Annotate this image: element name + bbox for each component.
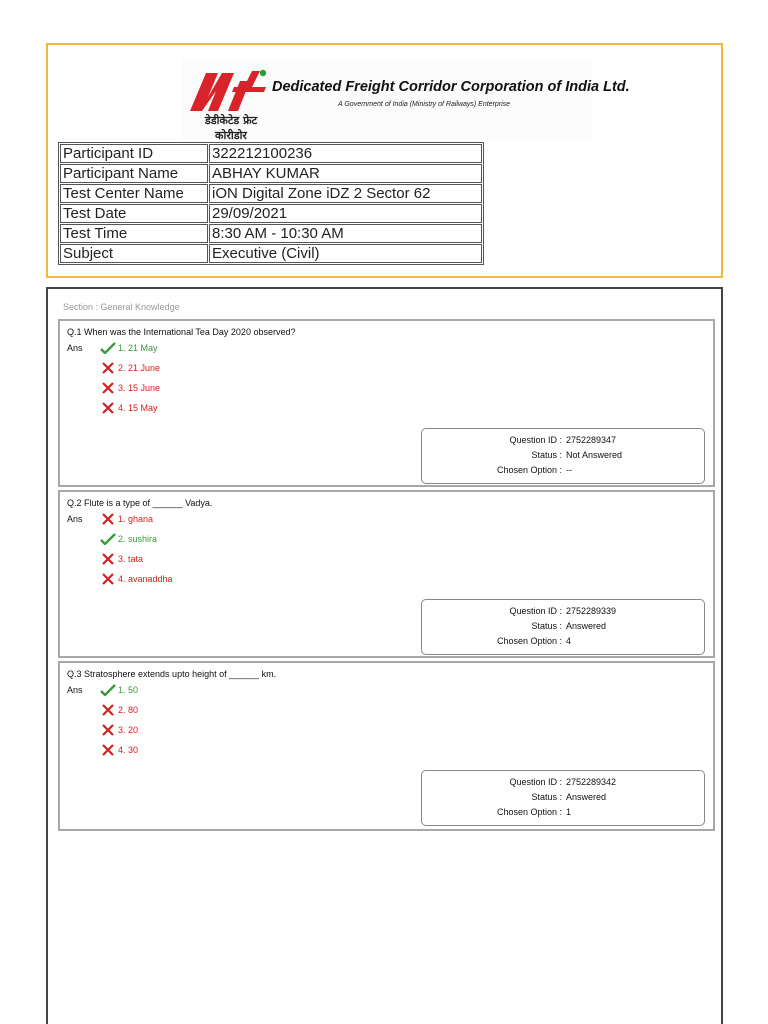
test-time-label: Test Time bbox=[60, 224, 208, 243]
corporation-name: Dedicated Freight Corridor Corporation of India Ltd. bbox=[272, 79, 630, 95]
question-card-2 bbox=[58, 490, 715, 658]
option-text: 3. 20 bbox=[118, 725, 139, 735]
option-1 bbox=[100, 341, 158, 355]
option-3 bbox=[100, 381, 160, 395]
header-box bbox=[46, 43, 723, 278]
status-label: Status : bbox=[531, 450, 562, 460]
question-card-3 bbox=[58, 661, 715, 831]
question-id-label: Question ID : bbox=[509, 606, 562, 616]
participant-name-value: ABHAY KUMAR bbox=[209, 164, 482, 183]
option-text: 2. sushira bbox=[118, 534, 158, 544]
cross-icon bbox=[100, 724, 116, 736]
option-text: 2. 80 bbox=[118, 705, 139, 715]
chosen-option-value: 1 bbox=[566, 807, 572, 817]
status-label: Status : bbox=[531, 792, 562, 802]
subject-value: Executive (Civil) bbox=[209, 244, 482, 263]
answer-label: Ans bbox=[67, 514, 83, 524]
cross-icon bbox=[100, 553, 116, 565]
cross-icon bbox=[100, 382, 116, 394]
participant-id-value: 322212100236 bbox=[209, 144, 482, 163]
question-meta-box bbox=[421, 599, 705, 655]
option-3 bbox=[100, 552, 143, 566]
question-meta-box bbox=[421, 770, 705, 826]
cross-icon bbox=[100, 573, 116, 585]
dfccil-logo-icon bbox=[188, 67, 268, 115]
question-meta-box bbox=[421, 428, 705, 484]
option-text: 2. 21 June bbox=[118, 363, 161, 373]
cross-icon bbox=[100, 704, 116, 716]
answer-label: Ans bbox=[67, 685, 83, 695]
question-id-row bbox=[422, 435, 704, 447]
chosen-option-row bbox=[422, 807, 704, 819]
test-date-label: Test Date bbox=[60, 204, 208, 223]
participant-name-label: Participant Name bbox=[60, 164, 208, 183]
participant-info-table bbox=[58, 142, 484, 265]
status-value: Answered bbox=[566, 621, 607, 631]
option-text: 4. 15 May bbox=[118, 403, 158, 413]
table-row bbox=[60, 204, 482, 223]
question-text: Q.1 When was the International Tea Day 2020 observed? bbox=[67, 327, 296, 337]
question-text: Q.3 Stratosphere extends upto height of ______ km. bbox=[67, 669, 277, 679]
check-icon bbox=[100, 342, 116, 354]
option-text: 3. tata bbox=[118, 554, 144, 564]
question-id-value: 2752289342 bbox=[566, 777, 617, 787]
option-text: 1. 50 bbox=[118, 685, 139, 695]
question-id-row bbox=[422, 777, 704, 789]
status-row bbox=[422, 450, 704, 462]
check-icon bbox=[100, 533, 116, 545]
test-time-value: 8:30 AM - 10:30 AM bbox=[209, 224, 482, 243]
table-row bbox=[60, 244, 482, 263]
question-id-label: Question ID : bbox=[509, 435, 562, 445]
chosen-option-value: -- bbox=[566, 465, 572, 475]
option-text: 1. 21 May bbox=[118, 343, 158, 353]
check-icon bbox=[100, 684, 116, 696]
option-2 bbox=[100, 532, 157, 546]
question-card-1 bbox=[58, 319, 715, 487]
option-text: 1. ghana bbox=[118, 514, 154, 524]
status-value: Not Answered bbox=[566, 450, 623, 460]
option-1 bbox=[100, 512, 153, 526]
logo-hindi-text: डेडीकेटेड फ्रेट कोरीडोर bbox=[204, 114, 258, 142]
test-center-label: Test Center Name bbox=[60, 184, 208, 203]
status-row bbox=[422, 792, 704, 804]
option-1 bbox=[100, 683, 138, 697]
table-row bbox=[60, 224, 482, 243]
option-4 bbox=[100, 743, 138, 757]
cross-icon bbox=[100, 362, 116, 374]
chosen-option-value: 4 bbox=[566, 636, 572, 646]
answer-label: Ans bbox=[67, 343, 83, 353]
answer-sheet bbox=[46, 287, 723, 1024]
subject-label: Subject bbox=[60, 244, 208, 263]
chosen-option-row bbox=[422, 636, 704, 648]
test-center-value: iON Digital Zone iDZ 2 Sector 62 bbox=[209, 184, 482, 203]
chosen-option-label: Chosen Option : bbox=[496, 807, 562, 817]
section-title: Section : General Knowledge bbox=[63, 302, 180, 312]
question-id-value: 2752289347 bbox=[566, 435, 617, 445]
test-date-value: 29/09/2021 bbox=[209, 204, 482, 223]
option-4 bbox=[100, 401, 158, 415]
status-value: Answered bbox=[566, 792, 607, 802]
option-2 bbox=[100, 703, 138, 717]
question-id-label: Question ID : bbox=[509, 777, 562, 787]
option-text: 4. 30 bbox=[118, 745, 139, 755]
table-row bbox=[60, 164, 482, 183]
option-4 bbox=[100, 572, 173, 586]
question-id-row bbox=[422, 606, 704, 618]
status-label: Status : bbox=[531, 621, 562, 631]
table-row bbox=[60, 144, 482, 163]
chosen-option-label: Chosen Option : bbox=[496, 636, 562, 646]
corporation-subtitle: A Government of India (Ministry of Railways) Enterprise bbox=[338, 101, 511, 108]
cross-icon bbox=[100, 744, 116, 756]
cross-icon bbox=[100, 402, 116, 414]
chosen-option-row bbox=[422, 465, 704, 477]
option-text: 4. avanaddha bbox=[118, 574, 173, 584]
option-text: 3. 15 June bbox=[118, 383, 161, 393]
status-row bbox=[422, 621, 704, 633]
chosen-option-label: Chosen Option : bbox=[496, 465, 562, 475]
participant-id-label: Participant ID bbox=[60, 144, 208, 163]
question-id-value: 2752289339 bbox=[566, 606, 617, 616]
option-2 bbox=[100, 361, 160, 375]
option-3 bbox=[100, 723, 138, 737]
cross-icon bbox=[100, 513, 116, 525]
table-row bbox=[60, 184, 482, 203]
corporation-logo-banner bbox=[182, 59, 630, 142]
question-text: Q.2 Flute is a type of ______ Vadya. bbox=[67, 498, 213, 508]
